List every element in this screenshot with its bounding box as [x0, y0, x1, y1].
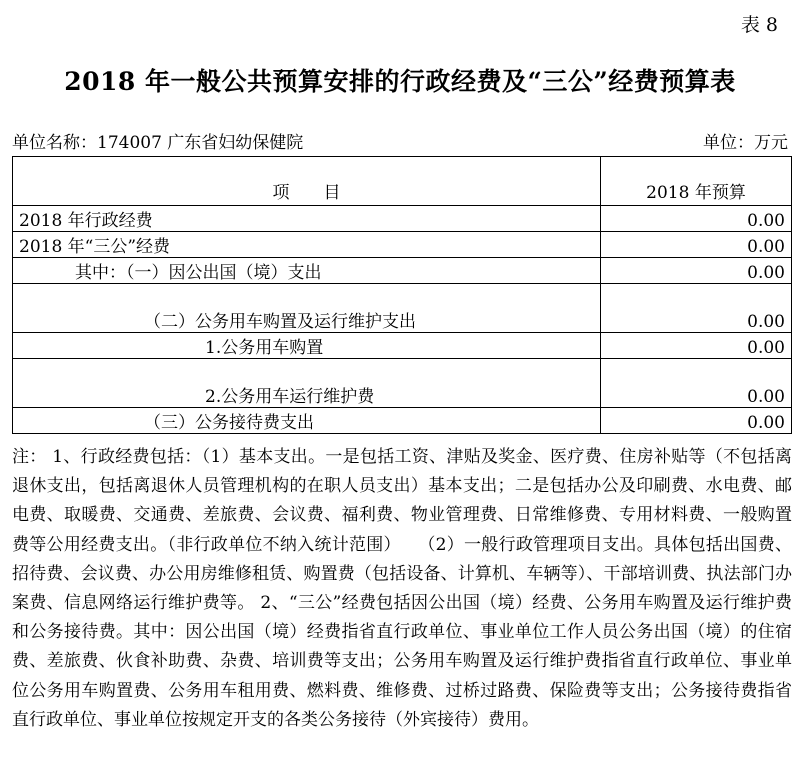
footnote: 注： 1、行政经费包括：（1）基本支出。一是包括工资、津贴及奖金、医疗费、住房补贴等（不包括离退休支出，包括离退休人员管理机构的在职人员支出）基本支出；二是包括办公及印刷费、水电费、邮电费、取暖费、交通费、差旅费、会议费、福利费、物业管理费、日常维修费、专用材料费、一般购置费等公用经费支出。（非行政单位不纳入统计范围） （2）一般行政管理项目支出。具体包括出国费、招待费、会议费、办公用房维修租赁、购置费（包括设备、计算机、车辆等）、干部培训费、执法部门办案费、信息网络运行维护费等。 2、“三公”经费包括因公出国（境）经费、公务用车购置及运行维护费和公务接待费。其中：因公出国（境）经费指省直行政单位、事业单位工作人员公务出国（境）的住宿费、差旅费、伙食补助费、杂费、培训费等支出；公务用车购置及运行维护费指省直行政单位、事业单位公务用车购置费、公务用车租用费、燃料费、维修费、过桥过路费、保险费等支出；公务接待费指省直行政单位、事业单位按规定开支的各类公务接待（外宾接待）费用。: [12, 447, 792, 730]
row-label: （三）公务接待费支出: [13, 408, 601, 434]
row-label: 2.公务用车运行维护费: [13, 359, 601, 408]
table-row: [13, 408, 792, 434]
header-budget: 2018 年预算: [601, 157, 792, 206]
row-value: 0.00: [601, 359, 792, 408]
table-row: [13, 232, 792, 258]
row-value: 0.00: [601, 232, 792, 258]
row-value: 0.00: [601, 258, 792, 284]
table-header-row: [13, 157, 792, 206]
table-row: [13, 333, 792, 359]
row-label: 1.公务用车购置: [13, 333, 601, 359]
row-value: 0.00: [601, 284, 792, 333]
budget-table: [12, 156, 792, 434]
header-item: 项 目: [13, 157, 601, 206]
row-label: 其中：（一）因公出国（境）支出: [13, 258, 601, 284]
table-row: [13, 206, 792, 232]
table-number: 表 8: [740, 14, 778, 36]
row-label: （二）公务用车购置及运行维护支出: [13, 284, 601, 333]
unit-label: 单位：万元: [703, 133, 788, 153]
table-row: [13, 284, 792, 333]
row-value: 0.00: [601, 408, 792, 434]
page-title: 2018 年一般公共预算安排的行政经费及“三公”经费预算表: [64, 67, 736, 96]
row-label: 2018 年行政经费: [13, 206, 601, 232]
table-row: [13, 359, 792, 408]
table-row: [13, 258, 792, 284]
row-value: 0.00: [601, 333, 792, 359]
row-label: 2018 年“三公”经费: [13, 232, 601, 258]
row-value: 0.00: [601, 206, 792, 232]
unit-name: 单位名称：174007 广东省妇幼保健院: [12, 133, 304, 153]
